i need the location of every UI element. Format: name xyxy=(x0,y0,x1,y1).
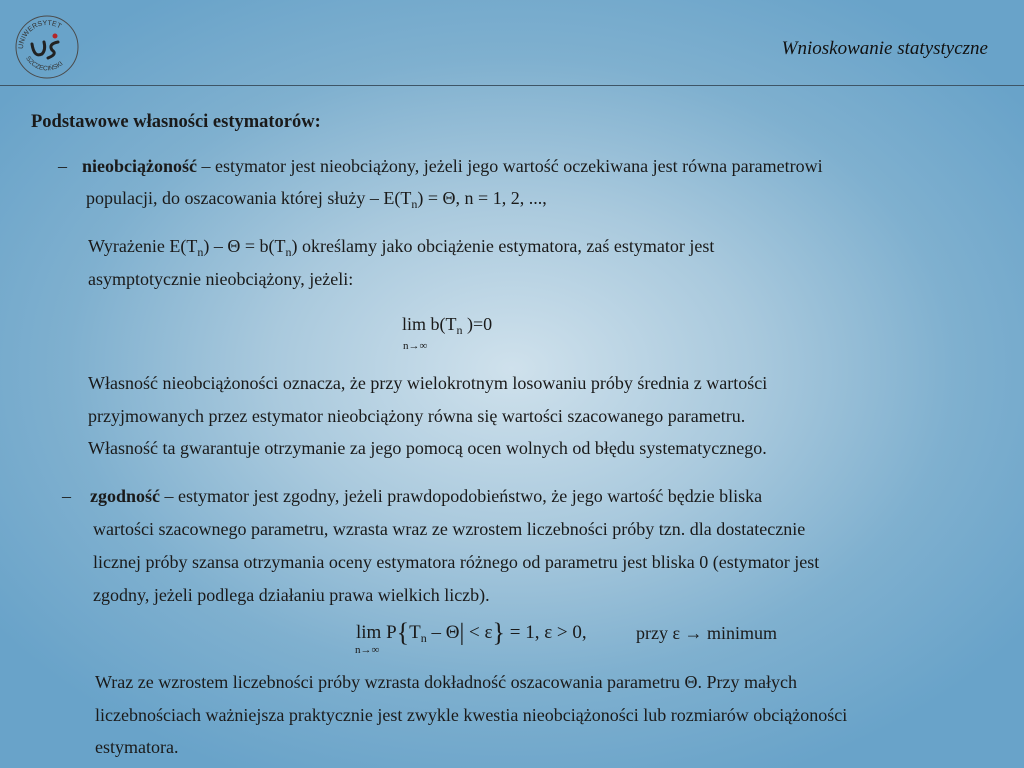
consistency-definition-line1: zgodność – estymator jest zgodny, jeżeli prawdopodobieństwo, że jego wartość będzie bliska xyxy=(90,486,763,506)
limit-subscript: n→∞ xyxy=(355,644,380,656)
section-heading: Podstawowe własności estymatorów: xyxy=(31,112,321,132)
limit-subscript: n→∞ xyxy=(403,340,428,352)
unbiasedness-note-line1: Własność nieobciążoności oznacza, że przy wielokrotnym losowaniu próby średnia z wartości xyxy=(88,373,768,393)
consistency-closing-line3: estymatora. xyxy=(95,737,179,757)
consistency-formula: $\lim P\{T_n - \Theta| < \varepsilon\} = 1$, ε > 0, n→∞ xyxy=(355,618,587,656)
bias-expression-line2: asymptotycznie nieobciążony, jeżeli: xyxy=(88,269,354,289)
university-logo xyxy=(14,14,80,80)
asymptotic-unbiasedness-formula: $\lim b(T_n$ )=0 n→∞ xyxy=(402,314,493,352)
unbiasedness-definition-line1: nieobciążoność – estymator jest nieobciążony, jeżeli jego wartość oczekiwana jest równa parametrowi xyxy=(82,156,823,176)
consistency-closing-line2: liczebnościach ważniejsza praktycznie jest zwykle kwestia nieobciążoności lub rozmiarów obciążoności xyxy=(95,705,848,725)
header-divider xyxy=(0,85,1024,86)
consistency-definition-line4: zgodny, jeżeli podlega działaniu prawa wielkich liczb). xyxy=(93,585,490,605)
unbiasedness-definition-line2: populacji, do oszacowania której służy – $E(T_n) = \Theta$, n = 1, 2, ..., xyxy=(86,188,547,211)
consistency-definition-line2: wartości szacownego parametru, wzrasta wraz ze wzrostem liczebności próby tzn. dla dostatecznie xyxy=(93,519,806,539)
bullet-dash: – xyxy=(58,156,67,176)
unbiasedness-term: nieobciążoność xyxy=(82,156,197,176)
svg-text:SZCZECIŃSKI: SZCZECIŃSKI xyxy=(24,55,65,73)
presentation-title: Wnioskowanie statystyczne xyxy=(781,38,988,59)
unbiasedness-note-line3: Własność ta gwarantuje otrzymanie za jego pomocą ocen wolnych od błędu systematycznego. xyxy=(88,438,767,458)
slide-header xyxy=(0,0,1024,86)
consistency-term: zgodność xyxy=(90,486,161,506)
consistency-definition-line3: licznej próby szansa otrzymania oceny estymatora różnego od parametru jest bliska 0 (estymator jest xyxy=(93,552,820,572)
svg-text:UNIWERSYTET: UNIWERSYTET xyxy=(17,19,63,50)
bullet-dash: – xyxy=(62,486,71,506)
bias-expression-line1: Wyrażenie $E(T_n) - \Theta = b(T_n)$ określamy jako obciążenie estymatora, zaś estymator jest xyxy=(88,236,715,259)
epsilon-condition: przy ε → minimum xyxy=(636,623,778,643)
consistency-closing-line1: Wraz ze wzrostem liczebności próby wzrasta dokładność oszacowania parametru Θ. Przy małych xyxy=(95,672,797,692)
unbiasedness-note-line2: przyjmowanych przez estymator nieobciążony równa się wartości szacowanego parametru. xyxy=(88,406,746,426)
